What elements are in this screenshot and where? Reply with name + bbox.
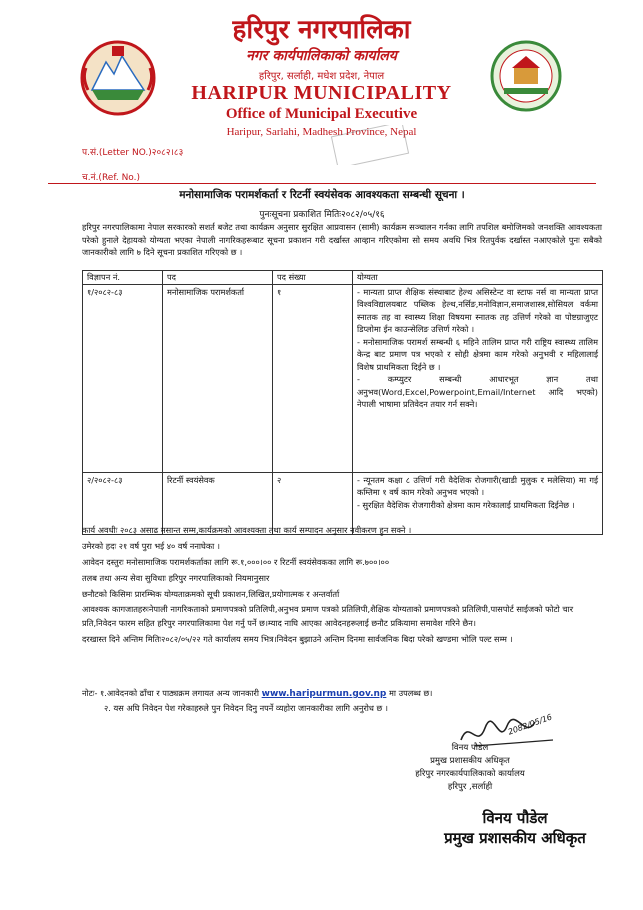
signatory-designation: प्रमुख प्रशासकीय अधिकृत (430, 756, 510, 766)
office-name-nepali: नगर कार्यपालिकाको कार्यालय (246, 48, 397, 64)
selection-method: छनौटको किसिमः प्रारम्भिक योग्यताक्रमको सूची प्रकाशन,लिखित,प्रयोगात्मक र अन्तर्वार्ता (82, 589, 340, 599)
qualification-item: - मनोसामाजिक परामर्श सम्बन्धी ६ महिने तालिम प्राप्त गरी राष्ट्रिय स्वास्थ्य तालिम केन्द्र बाट प्रमाण पत्र भएको र सोही क्षेत्रमा काम गरेको अनुभवी र महिलालाई विशेष प्राथमिकता दिईने छ । (357, 336, 598, 372)
note-1-suffix: मा उपलब्ध छ। (388, 688, 433, 698)
header-post: पद (163, 271, 273, 285)
count-cell: १ (273, 284, 353, 472)
ad-number-cell: १/२०८२-८३ (83, 284, 163, 472)
application-deadline: दरखास्त दिने अन्तिम मितिः२०८२/०५/२२ गते कार्यालय समय भित्र।निवेदन बुझाउने अन्तिम दिनमा सार्वजनिक बिदा परेको खण्डमा भोलि पल्ट सम्म । (82, 634, 513, 644)
qualification-item: - सुरक्षित वैदेशिक रोजगारीको क्षेत्रमा काम गरेकालाई प्राथमिकता दिईनेछ । (357, 499, 575, 510)
work-duration: कार्य अवधीः २०८३ असाढ मसान्त सम्म,कार्यक्रमको आवश्यक्ता तथा कार्य सम्पादन अनुसार नवीकरण हुन सक्ने । (82, 525, 412, 535)
vacancy-table (82, 270, 603, 535)
header-ad-no: विज्ञापन नं. (83, 271, 163, 285)
stamp-name: विनय पौडेल (482, 809, 548, 827)
municipality-name-nepali: हरिपुर नगरपालिका (232, 15, 411, 45)
post-cell: मनोसामाजिक परामर्शकर्ता (163, 284, 273, 472)
reference-number: च.नं.(Ref. No.) (82, 173, 141, 183)
header-count: पद संख्या (273, 271, 353, 285)
required-documents: आवश्यक कागजातहरुःनेपाली नागरिकताको प्रमाणपत्रको प्रतिलिपी,अनुभव प्रमाण पत्रको प्रतिलिपी,शैक्षिक योग्यताको प्रमाणपत्रको प्रतिलिपी,पासपोर्ट साईजको फोटो चार प्रति,निवेदन फारम सहित हरिपुर नगरपालिकामा पेश गर्नु पर्ने छ।म्याद नाघि आएका आवेदनहरूलाई छनौट प्रकियामा समावेश गरिने छैन। (82, 604, 574, 628)
note-1-text: नोटः- १.आवेदनको ढाँचा र पाठ्यक्रम लगायत अन्य जानकारी (82, 688, 260, 698)
notice-title: मनोसामाजिक परामर्शकर्ता र रिटर्नी स्वयंसेवक आवश्यकता सम्बन्धी सूचना । (179, 189, 465, 201)
notice-details (82, 522, 607, 646)
letter-number: प.सं.(Letter NO.)२०८२।८३ (82, 148, 184, 158)
address-english: Haripur, Sarlahi, Madhesh Province, Nepal (226, 126, 417, 138)
note-2-text: २. यस अघि निवेदन पेश गरेकाहरुले पुन निवेदन दिनु नपर्ने व्यहोरा जानकारीका लागि अनुरोध छ । (104, 703, 389, 713)
website-link[interactable]: www.haripurmun.gov.np (261, 689, 387, 699)
signatory-block (400, 742, 540, 794)
address-nepali: हरिपुर, सर्लाही, मधेश प्रदेश, नेपाल (258, 71, 385, 82)
office-name-english: Office of Municipal Executive (225, 106, 418, 122)
qualification-item: - मान्यता प्राप्त शैक्षिक संस्थाबाट हेल्थ असिस्टेन्ट वा स्टाफ नर्स वा मान्यता प्राप्त विश्वविद्यालयबाट पब्लिक हेल्थ,नर्सिङ,मनोविज्ञान,समाजशास्त्र,सोसियल वर्कमा स्नातक तह वा स्वास्थ्य शिक्षा विषयमा स्नातक तह उत्तिर्ण गरेको वा पोष्टग्राजुएट डिप्लोमा ईन काउन्सेलिङ उत्तिर्ण गरेको । (357, 286, 598, 334)
signatory-name: विनय पौडेल (451, 743, 489, 753)
post-cell: रिटर्नी स्वयंसेवक (163, 472, 273, 534)
stamp-designation: प्रमुख प्रशासकीय अधिकृत (444, 829, 586, 847)
qualification-cell (353, 284, 603, 472)
salary-benefits: तलब तथा अन्य सेवा सुविधाः हरिपुर नगरपालिकाको नियमानुसार (82, 573, 270, 583)
count-cell: २ (273, 472, 353, 534)
signature-date: 2082/05/16 (506, 712, 554, 737)
table-row (83, 284, 603, 472)
name-stamp (420, 808, 610, 848)
ad-number-cell: २/२०८२-८३ (83, 472, 163, 534)
republished-date: पुनःसूचना प्रकाशित मितिः२०८२/०५/१६ (259, 210, 385, 220)
age-limit: उमेरको हदः २१ वर्ष पुरा भई ४० वर्ष ननाघेका । (82, 541, 220, 551)
signatory-place: हरिपुर ,सर्लाही (447, 782, 493, 792)
notice-paragraph: हरिपुर नगरपालिकामा नेपाल सरकारको सशर्त बजेट तथा कार्यक्रम अनुसार सुरक्षित आप्रवासन (सामी) कार्यक्रम सञ्चालन गर्नका लागि तपशिल बमोजिमको जनशक्ति आवश्यकता परेको हुनाले देहायको योग्यता भएका नेपाली नागरिकहरूबाट सूचना प्रकाशन गरी दर्खास्त आव्हान गरिएकोमा सो समय अवधि भित्र रितपुर्वक दर्खास्त नआएकोले पुनः सबैको जानकारीको लागि ७ दिने सूचना प्रकाशित गरिएको छ । (82, 222, 602, 257)
application-fee: आवेदन दस्तुरः मनोसामाजिक परामर्शकर्ताका लागि रू.१,०००।०० र रिटर्नी स्वयंसेवकका लागि रू.७००।०० (82, 557, 390, 567)
header-divider (48, 183, 596, 184)
header-qualification: योग्यता (353, 271, 603, 285)
qualification-item: - कम्प्युटर सम्बन्धी आधारभूत ज्ञान तथा अनुभव(Word,Excel,Powerpoint,Email/Internet आदि भएको) नेपाली भाषामा प्रतिवेदन तयार गर्न सक्ने। (357, 374, 598, 409)
signatory-office: हरिपुर नगरकार्यपालिकाको कार्यालय (415, 769, 525, 779)
received-stamp (330, 125, 410, 165)
municipality-name-english: HARIPUR MUNICIPALITY (191, 82, 452, 104)
qualification-item: - न्यूनतम कक्षा ८ उत्तिर्ण गरी वैदेशिक रोजगारी(खाडी मुलुक र मलेसिया) मा गई कम्तिमा १ वर्ष काम गरेको अनुभव भएको । (357, 474, 598, 497)
